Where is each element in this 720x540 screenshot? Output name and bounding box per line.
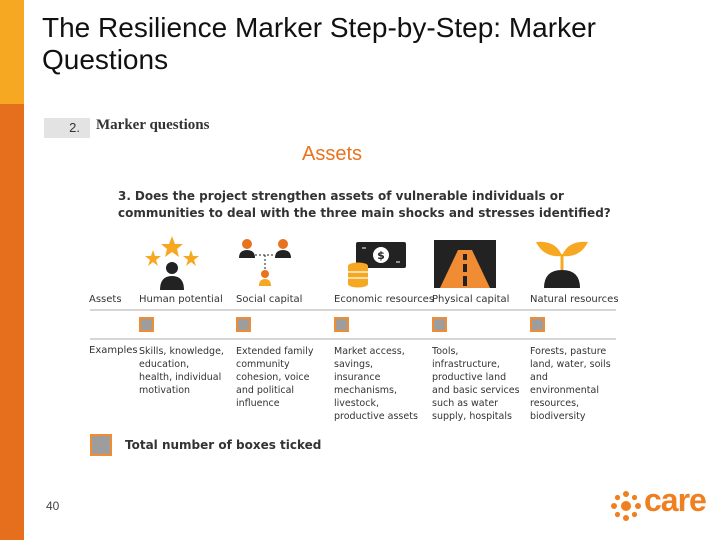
examples-social-capital: Extended family community cohesion, voice and political influence: [236, 346, 314, 409]
natural-resources-checkbox[interactable]: [530, 317, 545, 332]
economic-resources-checkbox[interactable]: [334, 317, 349, 332]
column-header-natural-resources: Natural resources: [530, 294, 619, 305]
question-text: Does the project strengthen assets of vulnerable individuals or communities to deal with the three main shocks and stresses identified?: [118, 189, 611, 220]
physical-capital-checkbox[interactable]: [432, 317, 447, 332]
care-logo-text: care: [644, 482, 706, 518]
row-label-assets: Assets: [89, 294, 122, 305]
question-number: 3.: [118, 189, 131, 203]
examples-economic-resources: Market access, savings, insurance mechanisms, livestock, productive assets: [334, 346, 418, 422]
social-capital-checkbox[interactable]: [236, 317, 251, 332]
human-potential-checkbox[interactable]: [139, 317, 154, 332]
side-accent-bar: [0, 0, 24, 540]
table-divider-top: [90, 309, 616, 311]
total-boxes-ticked-box[interactable]: [90, 434, 112, 456]
examples-human-potential: Skills, knowledge, education, health, individual motivation: [139, 346, 224, 396]
assets-heading: Assets: [302, 143, 363, 165]
side-accent-top: [0, 0, 24, 104]
connected-people-icon: [235, 236, 295, 292]
column-header-human-potential: Human potential: [139, 294, 223, 305]
total-boxes-ticked-label: Total number of boxes ticked: [125, 438, 322, 452]
column-header-physical-capital: Physical capital: [432, 294, 510, 305]
road-icon: [434, 240, 496, 288]
column-header-economic-resources: Economic resources: [334, 294, 435, 305]
step-title: Marker questions: [96, 117, 210, 133]
plant-sprout-icon: [530, 236, 594, 290]
examples-physical-capital: Tools, infrastructure, productive land and basic services such as water supply, hospitals: [432, 346, 520, 422]
side-accent-bottom: [0, 104, 24, 540]
page-number: 40: [46, 499, 60, 513]
money-coins-icon: [342, 236, 410, 288]
slide-title: The Resilience Marker Step-by-Step: Marker Questions: [42, 12, 596, 75]
svg-text:$: $: [377, 249, 385, 262]
step-number-badge: 2.: [44, 118, 90, 138]
examples-natural-resources: Forests, pasture land, water, soils and environmental resources, biodiversity: [530, 346, 611, 422]
person-stars-icon: [140, 234, 204, 292]
table-divider-middle: [90, 338, 616, 340]
column-header-social-capital: Social capital: [236, 294, 303, 305]
care-logo-icon: [610, 490, 642, 522]
question-block: [118, 188, 618, 222]
row-label-examples: Examples: [89, 345, 138, 356]
